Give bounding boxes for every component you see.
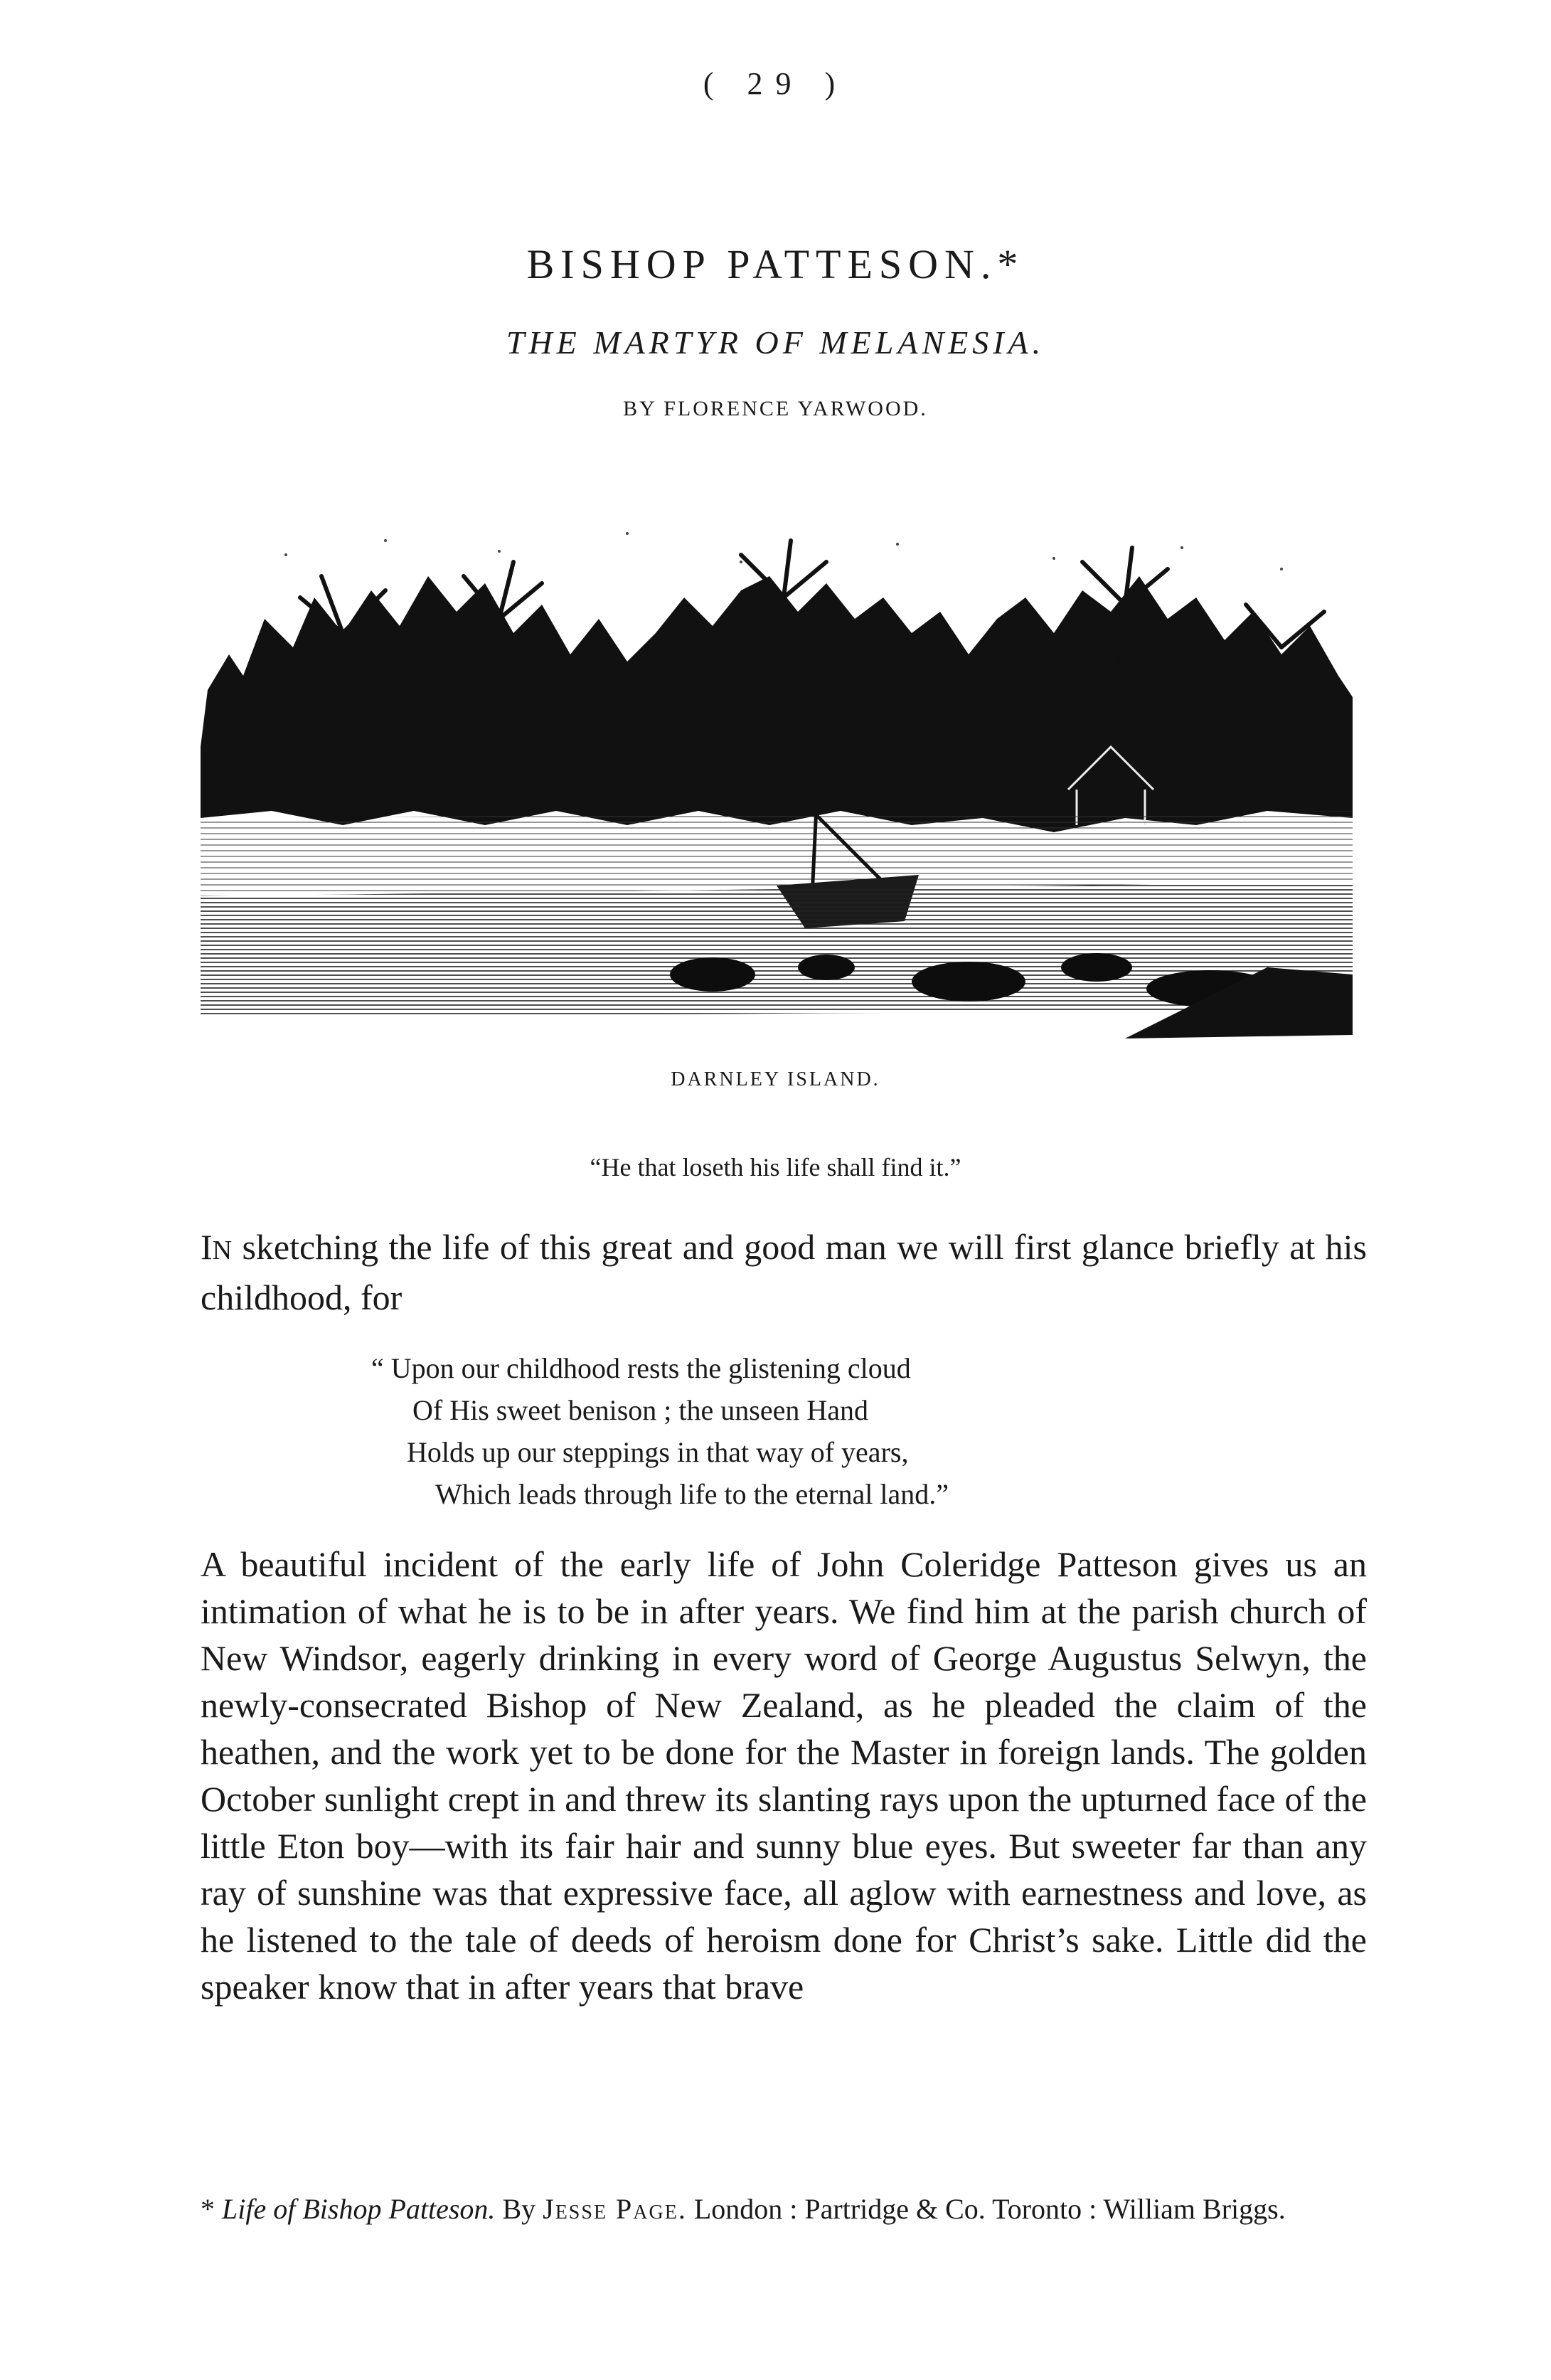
darnley-island-engraving	[201, 512, 1353, 1053]
drop-letter-i: I	[201, 1227, 213, 1267]
footnote-book-title: Life of Bishop Patteson.	[222, 2193, 496, 2225]
author-byline: BY FLORENCE YARWOOD.	[623, 397, 928, 420]
poem-line: Which leads through life to the eternal land.”	[435, 1478, 949, 1510]
footnote-by: By	[495, 2193, 543, 2225]
article-title: BISHOP PATTESON.*	[526, 241, 1025, 287]
page-number: ( 29 )	[703, 66, 848, 101]
poem-line: Of His sweet benison ; the unseen Hand	[412, 1394, 868, 1426]
article-subtitle: THE MARTYR OF MELANESIA.	[506, 324, 1045, 361]
poem-quote	[0, 1347, 1551, 1515]
footnote-author: Jesse Page.	[543, 2193, 687, 2225]
drop-letter-n: N	[212, 1236, 233, 1265]
body-paragraph: A beautiful incident of the early life of John Coleridge Patteson gives us an intimation of what he is to be in after years. We find him at the parish church of New Windsor, eagerly drinking in every word of George Augustus Selwyn, the newly-consecrated Bishop of New Zealand, as he pleaded the claim of the heathen, and the work yet to be done for the Master in foreign lands. The golden October sunlight crept in and threw its slanting rays upon the upturned face of the little Eton boy—with its fair hair and sunny blue eyes. But sweeter far than any ray of sunshine was that expressive face, all aglow with earnestness and love, as he listened to the tale of deeds of heroism done for Christ’s sake. Little did the speaker know that in after years that brave	[201, 1544, 1367, 2007]
opening-paragraph-text: sketching the life of this great and good man we will first glance briefly at his childhood, for	[201, 1227, 1367, 1317]
poem-line: Holds up our steppings in that way of years,	[407, 1436, 909, 1468]
footnote	[201, 2189, 1367, 2229]
poem-line: “ Upon our childhood rests the glistening cloud	[371, 1352, 911, 1384]
footnote-publisher: London : Partridge & Co. Toronto : William Briggs.	[686, 2193, 1286, 2225]
opening-paragraph	[201, 1223, 1367, 1321]
epigraph: “He that loseth his life shall find it.”	[590, 1153, 961, 1181]
footnote-mark: *	[201, 2193, 222, 2225]
illustration-caption: DARNLEY ISLAND.	[671, 1068, 880, 1090]
